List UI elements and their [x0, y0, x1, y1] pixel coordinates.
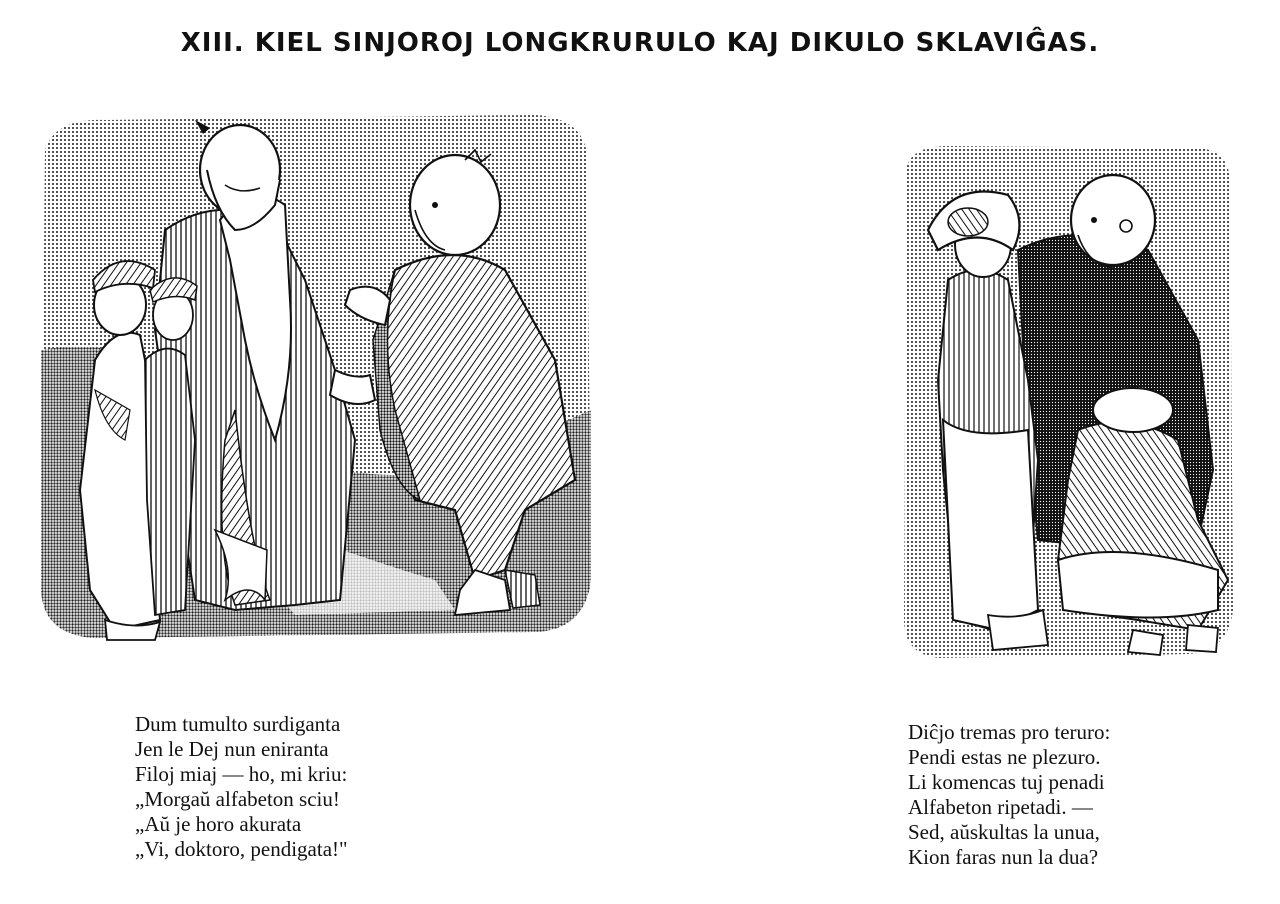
verse-line: „Aŭ je horo akurata [135, 812, 302, 836]
left-illustration-drawing [35, 110, 595, 650]
verse-line: Pendi estas ne plezuro. [908, 745, 1101, 769]
verse-line: Sed, aŭskultas la unua, [908, 820, 1100, 844]
left-verse [135, 712, 348, 862]
page-title: XIII. KIEL SINJOROJ LONGKRURULO KAJ DIKULO SKLAVIĜAS. [180, 28, 1100, 58]
verse-line: „Vi, doktoro, pendigata!" [135, 837, 348, 861]
verse-line: Li komencas tuj penadi [908, 770, 1105, 794]
verse-line: Dum tumulto surdiganta [135, 712, 341, 736]
right-verse [908, 720, 1110, 870]
verse-line: „Morgaŭ alfabeton sciu! [135, 787, 340, 811]
left-illustration [35, 110, 595, 650]
verse-line: Kion faras nun la dua? [908, 845, 1099, 869]
right-illustration [898, 140, 1238, 665]
verse-line: Filoj miaj — ho, mi kriu: [135, 762, 348, 786]
verse-line: Diĉjo tremas pro teruro: [908, 720, 1111, 744]
verse-line: Jen le Dej nun eniranta [135, 737, 329, 761]
verse-line: Alfabeton ripetadi. — [908, 795, 1093, 819]
right-illustration-drawing [898, 140, 1238, 665]
